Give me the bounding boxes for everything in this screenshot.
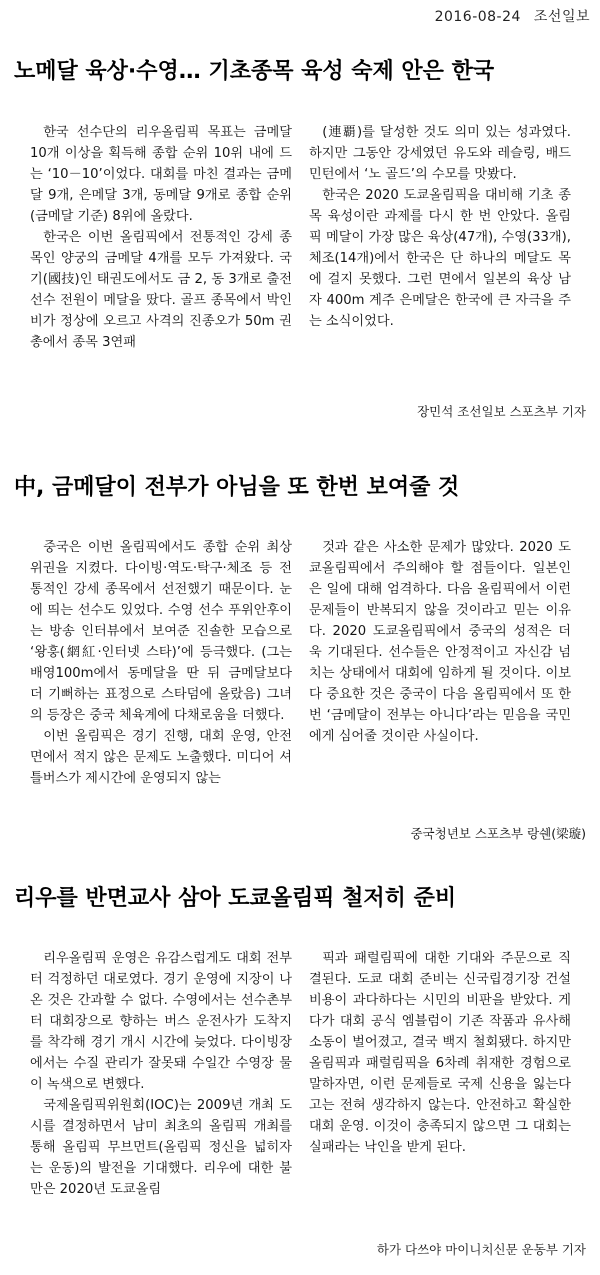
article-1-headline: 노메달 육상·수영… 기초종목 육성 숙제 안은 한국 [14, 59, 495, 84]
article-1-paragraph: 한국 선수단의 리우올림픽 목표는 금메달 10개 이상을 획득해 종합 순위 10위 내에 드는 ‘10－10’이었다. 대회를 마친 결과는 금메달 9개, 은메달 3개, 동메달 9개로 종합 순위(금메달 기준) 8위에 올랐다. [30, 125, 292, 224]
publish-date: 2016-08-24 [434, 9, 521, 25]
masthead [427, 6, 590, 26]
article-1-right-column [309, 122, 571, 332]
article-3-right-column [309, 948, 571, 1158]
article-2-paragraph: 중국은 이번 올림픽에서도 종합 순위 최상위권을 지켰다. 다이빙·역도·탁구·체조 등 전통적인 강세 종목에서 선전했기 때문이다. 눈에 띄는 선수도 있었다. 수영 선수 푸위안후이는 방송 인터뷰에서 보여준 진솔한 모습으로 ‘왕훙(網紅·인터넷 스타)’에 등극했다. (그는 배영100m에서 동메달을 딴 뒤 금메달보다 더 기뻐하는 표정으로 스타덤에 올랐음) 그녀의 등장은 중국 체육계에 다채로움을 더했다. [30, 540, 292, 723]
article-2-byline: 중국청년보 스포츠부 랑쉔(梁璇) [410, 826, 586, 841]
article-3-paragraph: 리우올림픽 운영은 유감스럽게도 대회 전부터 걱정하던 대로였다. 경기 운영에 지장이 나온 것은 간과할 수 없다. 수영에서는 선수촌부터 대회장으로 향하는 버스 운전사가 도착지를 착각해 경기 개시 시간에 늦었다. 다이빙장에서는 수질 관리가 잘못돼 수일간 수영장 물이 녹색으로 변했다. [30, 951, 292, 1092]
article-2-paragraph: 것과 같은 사소한 문제가 많았다. 2020 도쿄올림픽에서 주의해야 할 점들이다. 일본인은 일에 대해 엄격하다. 다음 올림픽에서 이런 문제들이 반복되지 않을 것이라고 믿는 이유다. 2020 도쿄올림픽에서 중국의 성적은 더욱 기대된다. 선수들은 안정적이고 자신감 넘치는 상태에서 대회에 임하게 될 것이다. 이보다 중요한 것은 중국이 다음 올림픽에서 또 한 번 ‘금메달이 전부는 아니다’라는 믿음을 국민에게 심어줄 것이란 사실이다. [309, 540, 571, 744]
article-2-right-column [309, 537, 571, 747]
article-1-paragraph: 한국은 2020 도쿄올림픽을 대비해 기초 종목 육성이란 과제를 다시 한 번 안았다. 올림픽 메달이 가장 많은 육상(47개), 수영(33개), 체조(14개)에서 한국은 단 하나의 메달도 목에 걸지 못했다. 그런 면에서 일본의 육상 남자 400m 계주 은메달은 한국에 큰 자극을 주는 소식이었다. [309, 188, 571, 329]
newspaper-name: 조선일보 [533, 9, 590, 25]
article-2-left-column [30, 537, 292, 789]
article-2-headline: 中, 금메달이 전부가 아님을 또 한번 보여줄 것 [14, 475, 460, 500]
article-3-paragraph: 픽과 패럴림픽에 대한 기대와 주문으로 직결된다. 도쿄 대회 준비는 신국립경기장 건설 비용이 과다하다는 시민의 비판을 받았다. 게다가 대회 공식 엠블럼이 기존 작품과 유사해 소동이 벌어졌고, 결국 백지 철회됐다. 하지만 올림픽과 패럴림픽을 6차례 취재한 경험으로 말하자면, 이런 문제들로 국제 신용을 잃는다고는 전혀 생각하지 않는다. 안전하고 확실한 대회 운영. 이것이 충족되지 않으면 그 대회는 실패라는 낙인을 받게 된다. [309, 951, 571, 1155]
article-3-byline: 하가 다쓰야 마이니치신문 운동부 기자 [376, 1242, 586, 1257]
article-2-paragraph: 이번 올림픽은 경기 진행, 대회 운영, 안전 면에서 적지 않은 문제도 노출했다. 미디어 셔틀버스가 제시간에 운영되지 않는 [30, 729, 292, 786]
article-3-left-column [30, 948, 292, 1200]
article-1-paragraph: 한국은 이번 올림픽에서 전통적인 강세 종목인 양궁의 금메달 4개를 모두 가져왔다. 국기(國技)인 태권도에서도 금 2, 동 3개로 출전 선수 전원이 메달을 땄다. 골프 종목에서 박인비가 정상에 오르고 사격의 진종오가 50m 권총에서 종목 3연패 [30, 230, 292, 350]
article-1-paragraph: (連覇)를 달성한 것도 의미 있는 성과였다. 하지만 그동안 강세였던 유도와 레슬링, 배드민턴에서 ‘노 골드’의 수모를 맛봤다. [309, 125, 571, 182]
article-1-byline: 장민석 조선일보 스포츠부 기자 [417, 404, 586, 419]
article-3-headline: 리우를 반면교사 삼아 도쿄올림픽 철저히 준비 [14, 886, 457, 911]
article-1-left-column [30, 122, 292, 353]
article-3-paragraph: 국제올림픽위원회(IOC)는 2009년 개최 도시를 결정하면서 남미 최초의 올림픽 개최를 통해 올림픽 무브먼트(올림픽 정신을 넓히자는 운동)의 발전을 기대했다. 리우에 대한 불만은 2020년 도쿄올림 [30, 1098, 292, 1197]
